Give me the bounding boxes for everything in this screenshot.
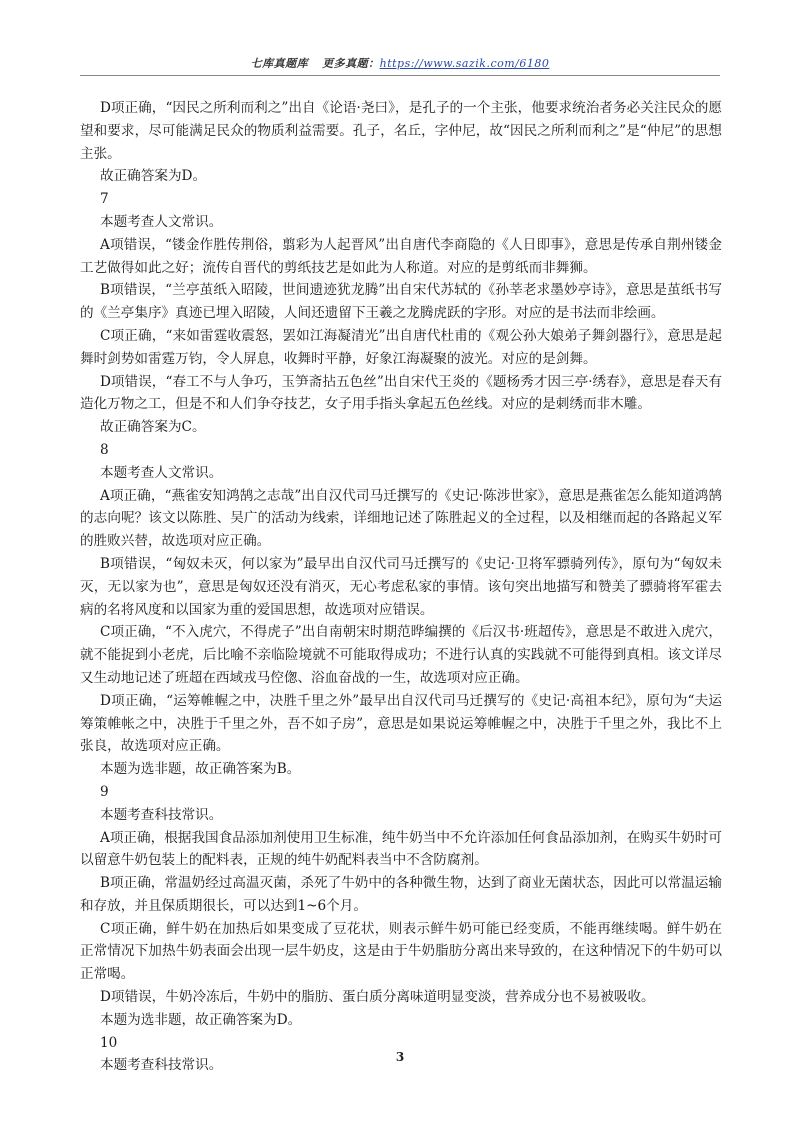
paragraph: 本题为选非题，故正确答案为B。	[100, 761, 301, 778]
paragraph: 本题考查科技常识。	[100, 1057, 223, 1074]
paragraph: 本题考查人文常识。	[100, 213, 223, 230]
header-divider	[80, 75, 720, 76]
paragraph: D项错误，牛奶冷冻后，牛奶中的脂肪、蛋白质分离味道明显变淡，营养成分也不易被吸收。	[100, 989, 655, 1006]
header-url-link[interactable]: https://www.sazik.com/6180	[379, 57, 550, 70]
paragraph: A项正确，“燕雀安知鸿鹄之志哉”出自汉代司马迁撰写的《史记·陈涉世家》，意思是燕雀怎么能知道鸿鹄的志向呢？该文以陈胜、吴广的活动为线索，详细地记述了陈胜起义的全过程，以及相继而起的各路起义军的胜败兴替，故选项对应正确。	[80, 487, 722, 550]
paragraph: D项错误，“春工不与人争巧，玉笋斋拈五色丝”出自宋代王炎的《题杨秀才因三亭·绣春》，意思是春天有造化万物之工，但是不和人们争夺技艺，女子用手指头拿起五色丝线。对应的是刺绣而非木雕。	[80, 373, 722, 413]
question-number: 10	[100, 1034, 118, 1051]
question-number: 9	[100, 783, 109, 800]
paragraph: 本题为选非题，故正确答案为D。	[100, 1011, 302, 1028]
paragraph: 本题考查科技常识。	[100, 806, 223, 823]
paragraph: C项正确，“来如雷霆收震怒，罢如江海凝清光”出自唐代杜甫的《观公孙大娘弟子舞剑器行》，意思是起舞时剑势如雷霆万钧，令人屏息，收舞时平静，好象江海凝聚的波光。对应的是剑舞。	[80, 327, 722, 367]
paragraph: D项正确，“运筹帷幄之中，决胜千里之外”最早出自汉代司马迁撰写的《史记·高祖本纪》，原句为“夫运筹策帷帐之中，决胜于千里之外，吾不如子房”，意思是如果说运筹帷幄之中，决胜于千里之外，我比不上张良，故选项对应正确。	[80, 692, 722, 755]
page-number: 3	[395, 1050, 405, 1064]
paragraph: 故正确答案为C。	[100, 419, 206, 436]
paragraph: B项错误，“兰亭茧纸入昭陵，世间遗迹犹龙腾”出自宋代苏轼的《孙莘老求墨妙亭诗》，意思是茧纸书写的《兰亭集序》真迹已埋入昭陵，人间还遗留下王羲之龙腾虎跃的字形。对应的是书法而非绘画。	[80, 282, 722, 322]
paragraph: B项正确，常温奶经过高温灭菌，杀死了牛奶中的各种微生物，达到了商业无菌状态，因此可以常温运输和存放，并且保质期很长，可以达到1~6个月。	[80, 875, 722, 914]
paragraph: C项正确，“不入虎穴，不得虎子”出自南朝宋时期范晔编撰的《后汉书·班超传》，意思是不敢进入虎穴，就不能捉到小老虎，后比喻不亲临险境就不可能取得成功；不进行认真的实践就不可能得到真相。该文详尽又生动地记述了班超在西域戎马倥偬、浴血奋战的一生，故选项对应正确。	[80, 624, 722, 686]
paragraph: A项正确，根据我国食品添加剂使用卫生标准，纯牛奶当中不允许添加任何食品添加剂，在购买牛奶时可以留意牛奶包装上的配料表，正规的纯牛奶配料表当中不含防腐剂。	[80, 829, 722, 869]
paragraph: D项正确，“因民之所利而利之”出自《论语·尧曰》，是孔子的一个主张，他要求统治者务必关注民众的愿望和要求，尽可能满足民众的物质利益需要。孔子，名丘，字仲尼，故“因民之所利而利之”是“仲尼”的思想主张。	[80, 100, 722, 162]
question-number: 7	[100, 191, 109, 208]
header-more-label: 更多真题：	[322, 57, 380, 70]
header-source-label: 七库真题库	[250, 57, 309, 70]
paragraph: 本题考查人文常识。	[100, 464, 223, 481]
paragraph: 故正确答案为D。	[100, 168, 207, 185]
paragraph: C项正确，鲜牛奶在加热后如果变成了豆花状，则表示鲜牛奶可能已经变质，不能再继续喝。鲜牛奶在正常情况下加热牛奶表面会出现一层牛奶皮，这是由于牛奶脂肪分离出来导致的，在这种情况下的牛奶可以正常喝。	[80, 920, 722, 983]
paragraph: B项错误，“匈奴未灭，何以家为”最早出自汉代司马迁撰写的《史记·卫将军骠骑列传》，原句为“匈奴未灭，无以家为也”，意思是匈奴还没有消灭，无心考虑私家的事情。该句突出地描写和赞美了骠骑将军霍去病的名将风度和以国家为重的爱国思想，故选项对应错误。	[80, 555, 722, 618]
paragraph: A项错误，“镂金作胜传荆俗，翦彩为人起晋风”出自唐代李商隐的《人日即事》，意思是传承自荆州镂金工艺做得如此之好；流传自晋代的剪纸技艺是如此为人称道。对应的是剪纸而非舞狮。	[80, 236, 722, 276]
document-body	[80, 97, 722, 1077]
question-number: 8	[100, 441, 109, 458]
page-header	[80, 55, 720, 71]
